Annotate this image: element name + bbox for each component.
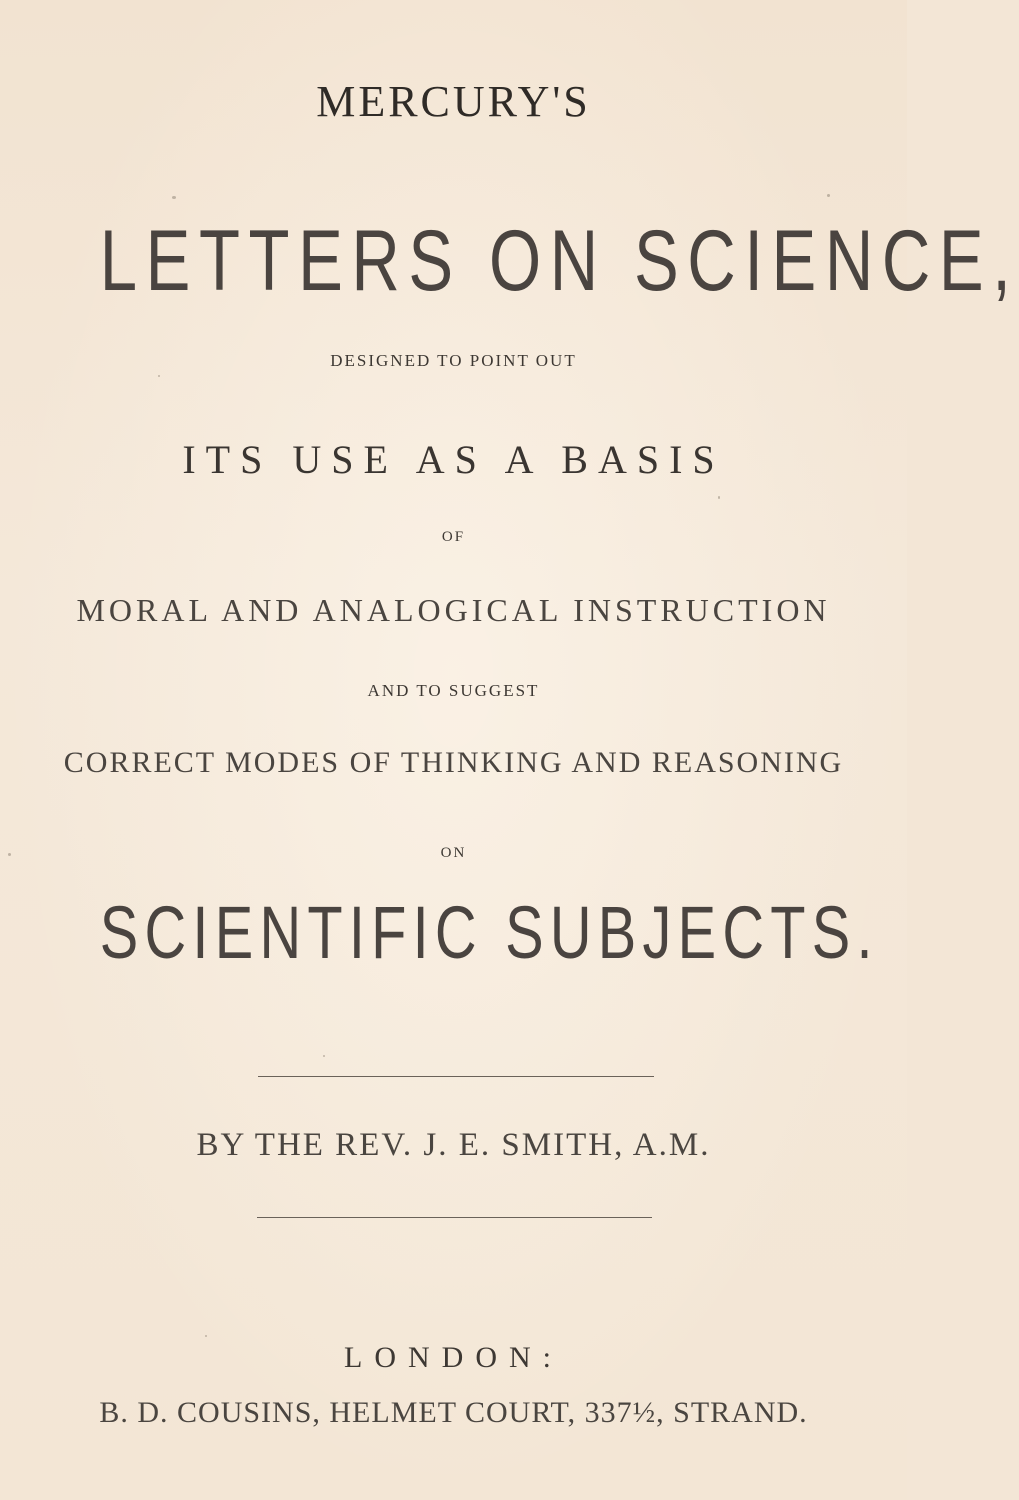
paper-speck — [323, 1055, 325, 1057]
subtitle-and-to-suggest: AND TO SUGGEST — [367, 681, 540, 700]
paper-speck — [8, 853, 11, 856]
paper-speck — [718, 496, 720, 499]
subtitle-its-use-as-a-basis: ITS USE AS A BASIS — [182, 437, 725, 482]
title-line-mercurys: MERCURY'S — [316, 77, 591, 126]
imprint-publisher: B. D. COUSINS, HELMET COURT, 337½, STRAND. — [99, 1396, 808, 1429]
subtitle-designed-to-point-out: DESIGNED TO POINT OUT — [330, 351, 577, 370]
imprint-city: LONDON: — [344, 1341, 563, 1374]
paper-speck — [172, 196, 176, 199]
divider-rule-bottom — [257, 1217, 652, 1218]
divider-rule-top — [258, 1076, 654, 1077]
subtitle-on: ON — [440, 845, 467, 861]
subtitle-of: OF — [441, 529, 466, 545]
subtitle-moral-instruction: MORAL AND ANALOGICAL INSTRUCTION — [76, 592, 831, 628]
title-line-scientific-subjects: SCIENTIFIC SUBJECTS. — [99, 891, 879, 974]
subtitle-correct-modes: CORRECT MODES OF THINKING AND REASONING — [63, 746, 844, 779]
paper-speck — [205, 1335, 207, 1337]
paper-speck — [158, 375, 160, 377]
paper-speck — [827, 194, 830, 197]
author-line: BY THE REV. J. E. SMITH, A.M. — [196, 1127, 711, 1163]
title-line-letters-on-science: LETTERS ON SCIENCE, — [99, 213, 1019, 309]
